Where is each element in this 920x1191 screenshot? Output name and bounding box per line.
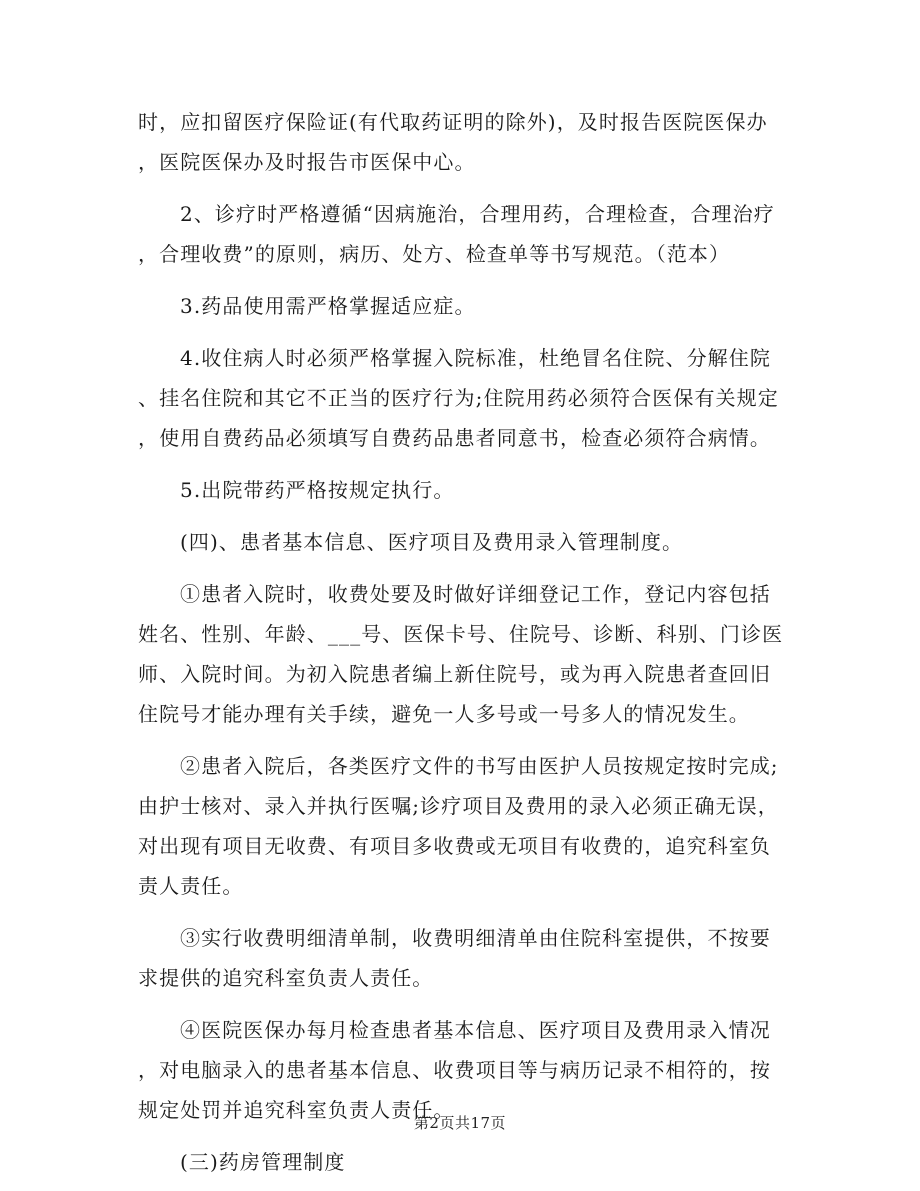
text-line: 3.药品使用需严格掌握适应症。 <box>180 294 476 318</box>
paragraph <box>138 918 798 998</box>
text-line: ①患者入院时，收费处要及时做好详细登记工作，登记内容包括 <box>180 582 771 606</box>
text-line: 、挂名住院和其它不正当的医疗行为;住院用药必须符合医保有关规定 <box>138 386 779 410</box>
text-line: 4.收住病人时必须严格掌握入院标准，杜绝冒名住院、分解住院 <box>180 346 771 370</box>
text-line: ②患者入院后，各类医疗文件的书写由医护人员按规定按时完成; <box>180 754 779 778</box>
paragraph <box>138 470 798 510</box>
paragraph <box>138 574 798 734</box>
text-line: 由护士核对、录入并执行医嘱;诊疗项目及费用的录入必须正确无误， <box>138 794 779 818</box>
text-line: 对出现有项目无收费、有项目多收费或无项目有收费的，追究科室负 <box>138 834 771 858</box>
text-line: ，合理收费”的原则，病历、处方、检查单等书写规范。（范本） <box>138 242 731 266</box>
text-line: 师、入院时间。为初入院患者编上新住院号，或为再入院患者查回旧 <box>138 662 771 686</box>
text-line: 5.出院带药严格按规定执行。 <box>180 478 455 502</box>
document-body <box>138 102 798 1182</box>
paragraph <box>138 102 798 182</box>
text-line: 住院号才能办理有关手续，避免一人多号或一号多人的情况发生。 <box>138 702 750 726</box>
text-line: 2、诊疗时严格遵循“因病施治，合理用药，合理检查，合理治疗 <box>180 202 775 226</box>
section-heading <box>138 1142 798 1182</box>
page-number-footer: 第2页共17页 <box>413 1114 507 1132</box>
paragraph <box>138 746 798 906</box>
text-line: ，对电脑录入的患者基本信息、收费项目等与病历记录不相符的，按 <box>138 1058 771 1082</box>
text-line: ④医院医保办每月检查患者基本信息、医疗项目及费用录入情况 <box>180 1018 771 1042</box>
text-line: 姓名、性别、年龄、___号、医保卡号、住院号、诊断、科别、门诊医 <box>138 622 784 646</box>
text-line: 时，应扣留医疗保险证(有代取药证明的除外)，及时报告医院医保办 <box>138 110 768 134</box>
section-heading <box>138 522 798 562</box>
text-line: (四)、患者基本信息、医疗项目及费用录入管理制度。 <box>180 530 684 554</box>
paragraph <box>138 338 798 458</box>
text-line: ，使用自费药品必须填写自费药品患者同意书，检查必须符合病情。 <box>138 426 771 450</box>
text-line: 规定处罚并追究科室负责人责任。 <box>138 1098 455 1122</box>
paragraph <box>138 194 798 274</box>
paragraph <box>138 286 798 326</box>
text-line: ③实行收费明细清单制，收费明细清单由住院科室提供，不按要 <box>180 926 771 950</box>
text-line: ，医院医保办及时报告市医保中心。 <box>138 150 476 174</box>
text-line: 责人责任。 <box>138 874 244 898</box>
text-line: (三)药房管理制度 <box>180 1150 346 1174</box>
text-line: 求提供的追究科室负责人责任。 <box>138 966 434 990</box>
